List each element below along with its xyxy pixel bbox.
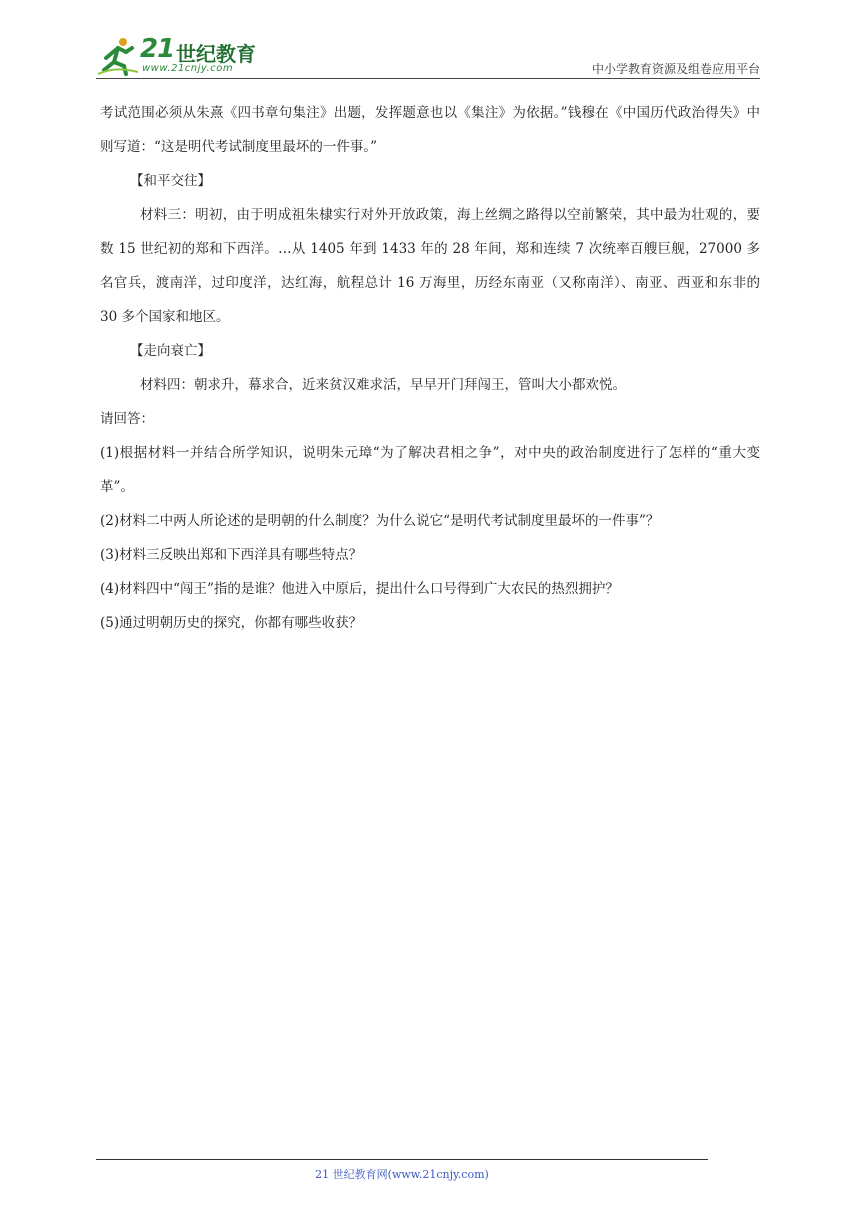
section-heading-peace: 【和平交往】	[130, 173, 211, 189]
logo-url: www.21cnjy.com	[142, 63, 234, 74]
header-divider	[96, 78, 760, 79]
question-3: (3)材料三反映出郑和下西洋具有哪些特点？	[100, 547, 363, 563]
material4-paragraph: 材料四：朝求升，幕求合，近来贫汉难求活，早早开门拜闯王，管叫大小都欢悦。	[140, 377, 626, 393]
answer-prompt: 请回答：	[100, 411, 154, 427]
logo-number: 21	[140, 34, 175, 64]
question-2: (2)材料二中两人所论述的是明朝的什么制度？为什么说它“是明代考试制度里最坏的一件事”？	[100, 513, 660, 529]
document-body	[100, 96, 760, 640]
footer-divider	[96, 1159, 708, 1160]
material2-continuation: 考试范围必须从朱熹《四书章句集注》出题，发挥题意也以《集注》为依据。”钱穆在《中国历代政治得失》中则写道：“这是明代考试制度里最坏的一件事。”	[100, 105, 760, 155]
site-logo	[96, 36, 266, 76]
header-tagline: 中小学教育资源及组卷应用平台	[591, 62, 760, 76]
page-header	[96, 30, 760, 80]
question-5: (5)通过明朝历史的探究，你都有哪些收获？	[100, 615, 363, 631]
section-heading-decline: 【走向衰亡】	[130, 343, 211, 359]
material3-paragraph: 材料三：明初，由于明成祖朱棣实行对外开放政策，海上丝绸之路得以空前繁荣，其中最为壮观的，要数 15 世纪初的郑和下西洋。…从 1405 年到 1433 年的 28 年间，郑和连续 7 次统率百艘巨舰，27000 多名官兵，渡南洋，过印度洋，达红海，航程总计 16 万海里，历经东南亚（又称南洋）、南亚、西亚和东非的 30 多个国家和地区。	[100, 207, 760, 325]
runner-logo-icon	[96, 36, 140, 76]
question-4: (4)材料四中“闯王”指的是谁？他进入中原后，提出什么口号得到广大农民的热烈拥护？	[100, 581, 619, 597]
question-1: (1)根据材料一并结合所学知识，说明朱元璋“为了解决君相之争”，对中央的政治制度进行了怎样的“重大变革”。	[100, 445, 760, 495]
footer-link[interactable]: 21 世纪教育网(www.21cnjy.com)	[315, 1168, 489, 1181]
logo-text: 世纪教育	[176, 42, 256, 66]
